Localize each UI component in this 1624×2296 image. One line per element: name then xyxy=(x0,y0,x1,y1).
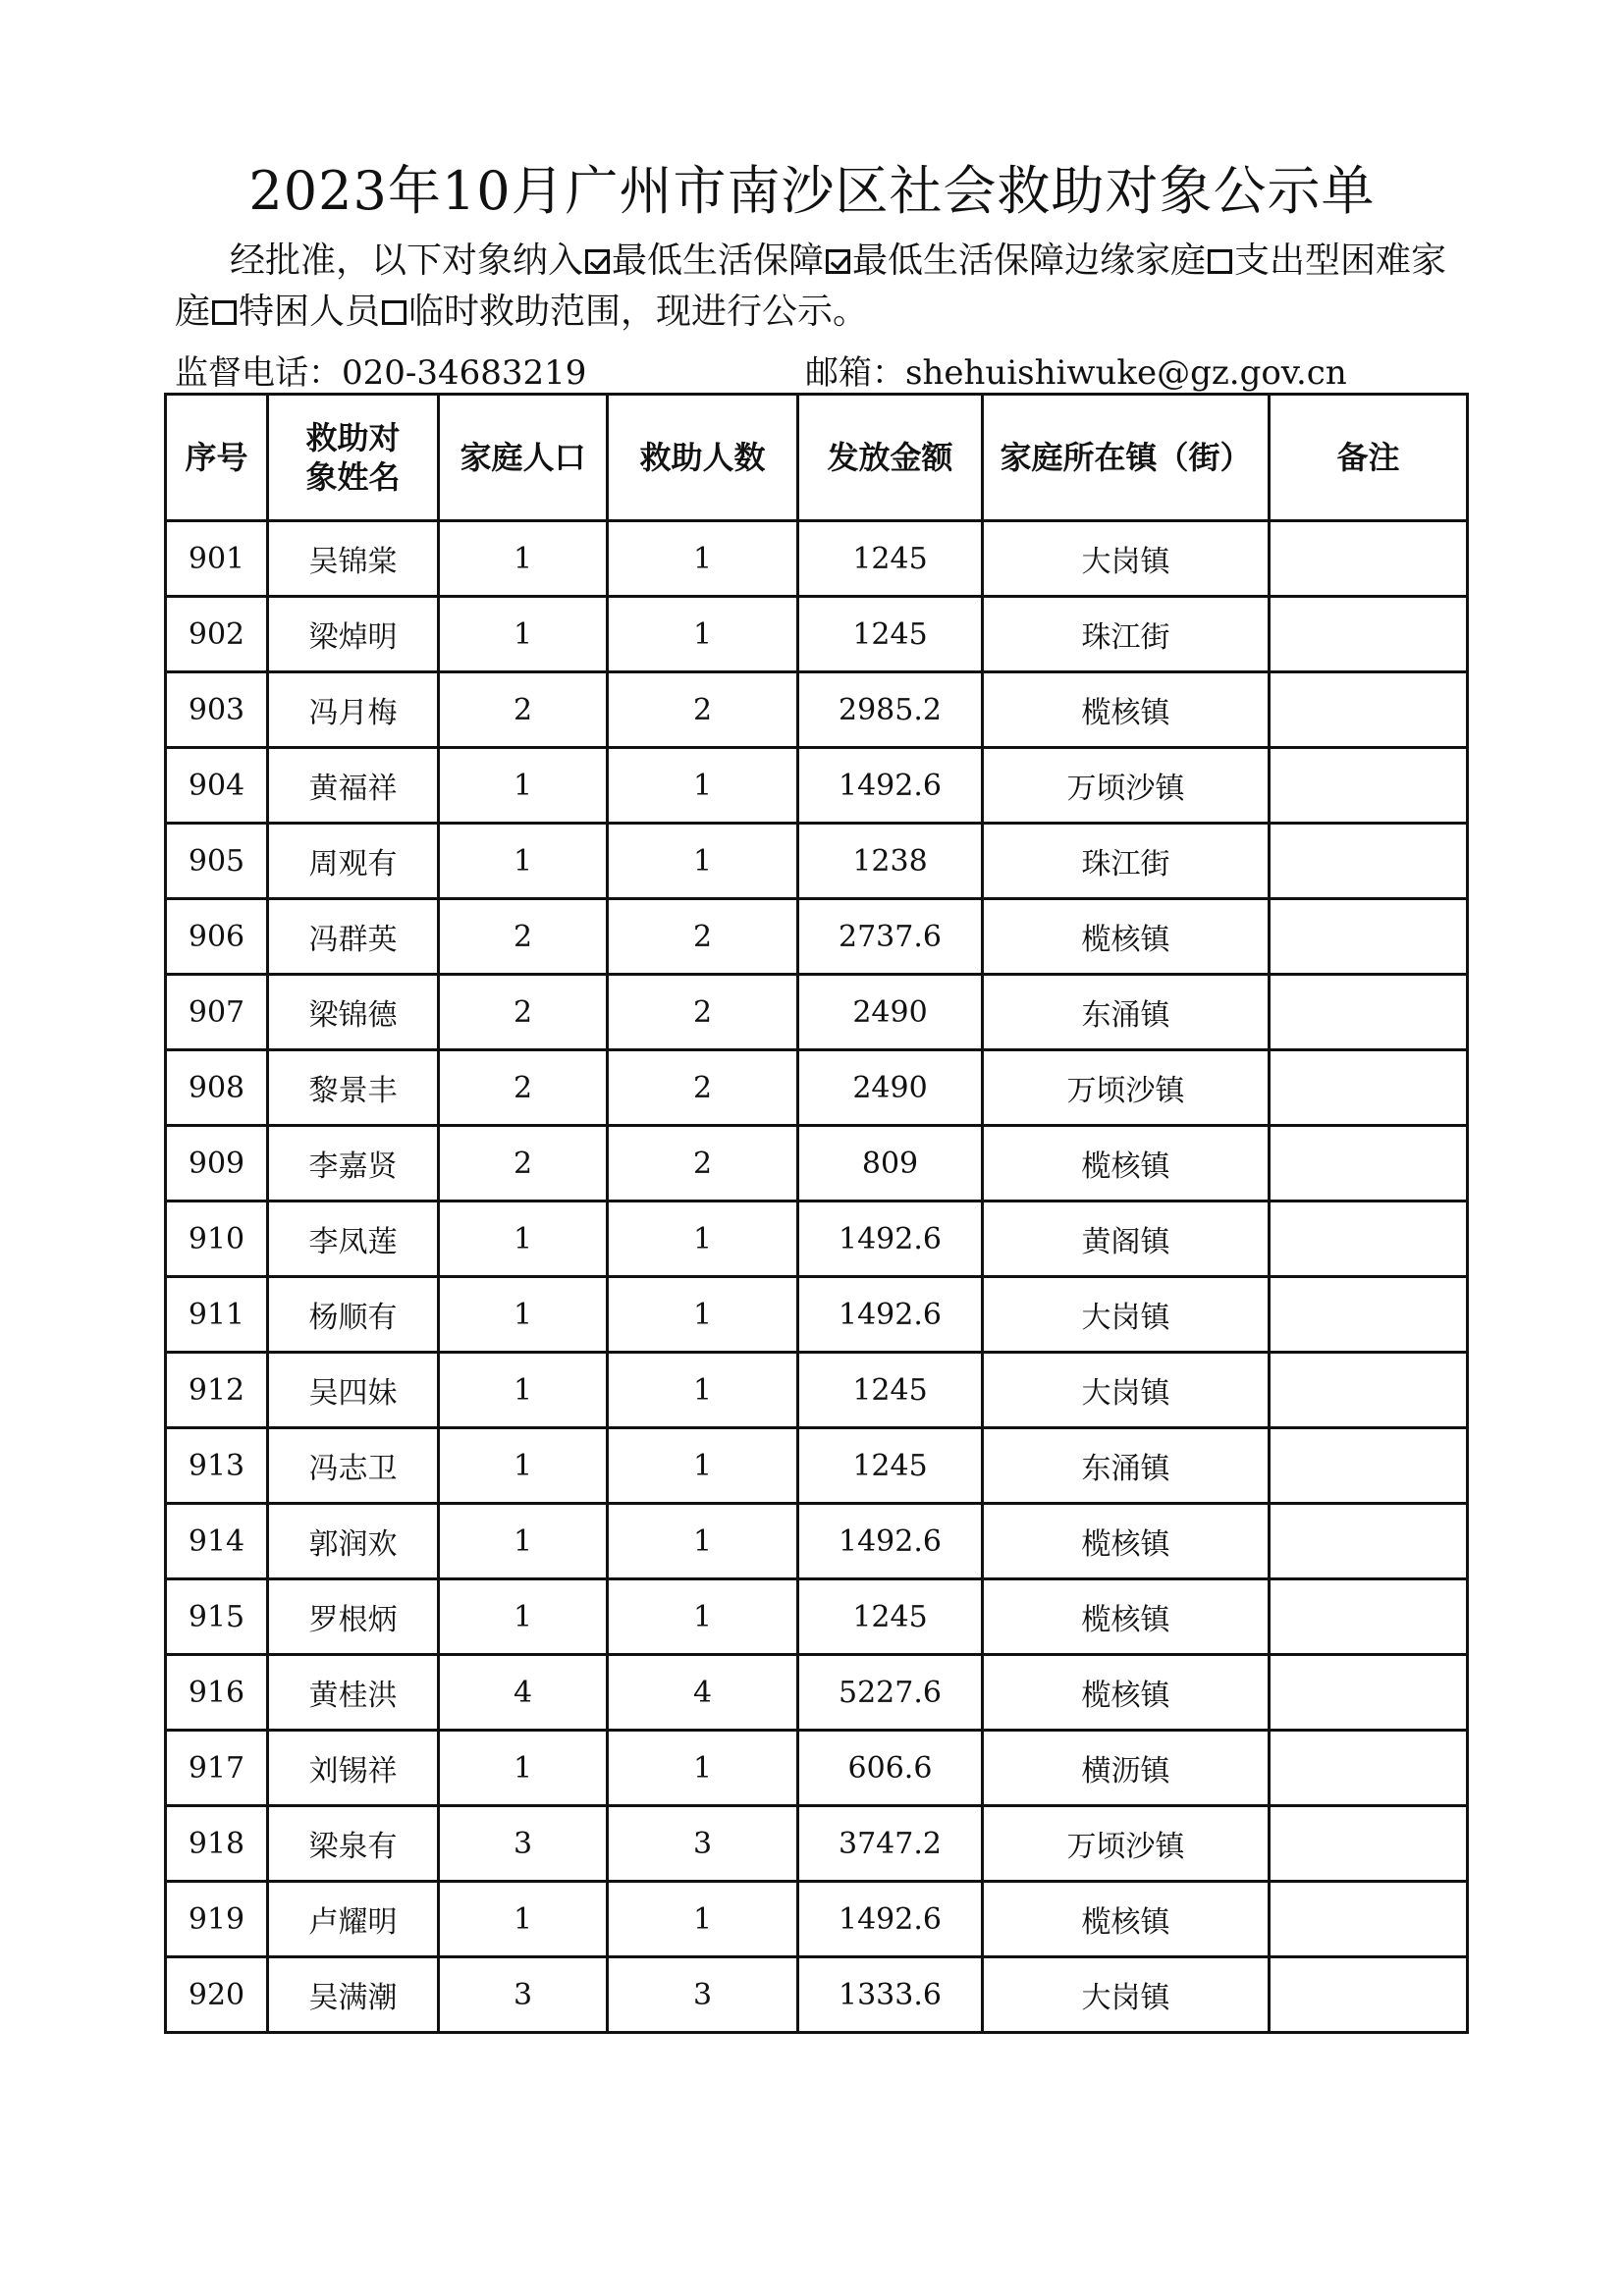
table-row xyxy=(166,1353,1468,1428)
town-cell: 大岗镇 xyxy=(983,521,1270,597)
header-household-size: 家庭人口 xyxy=(439,395,608,521)
town-cell: 榄核镇 xyxy=(983,1882,1270,1957)
household-size-cell: 1 xyxy=(439,521,608,597)
amount-cell: 1238 xyxy=(798,824,983,899)
option-expenditure-difficulty-family: 支出型困难家庭 xyxy=(175,240,1447,332)
intro-text-end: 范围，现进行公示。 xyxy=(550,292,869,332)
town-cell: 大岗镇 xyxy=(983,1277,1270,1353)
remarks-cell xyxy=(1270,748,1468,824)
household-size-cell: 2 xyxy=(439,899,608,975)
name-cell: 黄福祥 xyxy=(268,748,439,824)
town-cell: 珠江街 xyxy=(983,824,1270,899)
name-cell: 梁焯明 xyxy=(268,597,439,672)
serial-cell: 903 xyxy=(166,672,268,748)
household-size-cell: 3 xyxy=(439,1957,608,2033)
name-cell: 冯月梅 xyxy=(268,672,439,748)
name-cell: 吴满潮 xyxy=(268,1957,439,2033)
assisted-count-cell: 1 xyxy=(608,1731,798,1806)
amount-cell: 1492.6 xyxy=(798,1504,983,1579)
remarks-cell xyxy=(1270,824,1468,899)
town-cell: 榄核镇 xyxy=(983,1579,1270,1655)
table-row xyxy=(166,899,1468,975)
remarks-cell xyxy=(1270,1428,1468,1504)
name-cell: 刘锡祥 xyxy=(268,1731,439,1806)
remarks-cell xyxy=(1270,1579,1468,1655)
table-row xyxy=(166,597,1468,672)
unchecked-box-icon xyxy=(212,300,237,325)
amount-cell: 2490 xyxy=(798,975,983,1050)
assisted-count-cell: 1 xyxy=(608,521,798,597)
town-cell: 东涌镇 xyxy=(983,1428,1270,1504)
serial-cell: 902 xyxy=(166,597,268,672)
amount-cell: 1245 xyxy=(798,521,983,597)
unchecked-box-icon xyxy=(1208,249,1232,274)
town-cell: 榄核镇 xyxy=(983,1126,1270,1201)
remarks-cell xyxy=(1270,1353,1468,1428)
amount-cell: 1245 xyxy=(798,1353,983,1428)
serial-cell: 910 xyxy=(166,1201,268,1277)
table-row xyxy=(166,1806,1468,1882)
remarks-cell xyxy=(1270,1504,1468,1579)
household-size-cell: 2 xyxy=(439,1050,608,1126)
amount-cell: 1492.6 xyxy=(798,1277,983,1353)
town-cell: 万顷沙镇 xyxy=(983,1806,1270,1882)
table-row xyxy=(166,748,1468,824)
remarks-cell xyxy=(1270,1050,1468,1126)
contact-email: 邮箱：shehuishiwuke@gz.gov.cn xyxy=(805,353,1347,393)
serial-cell: 920 xyxy=(166,1957,268,2033)
table-row xyxy=(166,672,1468,748)
serial-cell: 911 xyxy=(166,1277,268,1353)
amount-cell: 5227.6 xyxy=(798,1655,983,1731)
assisted-count-cell: 1 xyxy=(608,824,798,899)
remarks-cell xyxy=(1270,1882,1468,1957)
assisted-count-cell: 3 xyxy=(608,1957,798,2033)
town-cell: 万顷沙镇 xyxy=(983,748,1270,824)
assisted-count-cell: 1 xyxy=(608,1428,798,1504)
town-cell: 榄核镇 xyxy=(983,899,1270,975)
intro-text-start: 经批准，以下对象纳入 xyxy=(230,240,584,281)
remarks-cell xyxy=(1270,1731,1468,1806)
name-cell: 李凤莲 xyxy=(268,1201,439,1277)
household-size-cell: 2 xyxy=(439,672,608,748)
household-size-cell: 1 xyxy=(439,1201,608,1277)
serial-cell: 912 xyxy=(166,1353,268,1428)
table-row xyxy=(166,1957,1468,2033)
town-cell: 大岗镇 xyxy=(983,1353,1270,1428)
remarks-cell xyxy=(1270,521,1468,597)
table-row xyxy=(166,1882,1468,1957)
table-row xyxy=(166,1579,1468,1655)
name-cell: 吴四妹 xyxy=(268,1353,439,1428)
remarks-cell xyxy=(1270,1957,1468,2033)
header-serial: 序号 xyxy=(166,395,268,521)
household-size-cell: 2 xyxy=(439,1126,608,1201)
table-row xyxy=(166,1428,1468,1504)
amount-cell: 2985.2 xyxy=(798,672,983,748)
serial-cell: 908 xyxy=(166,1050,268,1126)
town-cell: 横沥镇 xyxy=(983,1731,1270,1806)
serial-cell: 914 xyxy=(166,1504,268,1579)
table-row xyxy=(166,1277,1468,1353)
assisted-count-cell: 2 xyxy=(608,899,798,975)
assisted-count-cell: 1 xyxy=(608,1504,798,1579)
town-cell: 大岗镇 xyxy=(983,1957,1270,2033)
town-cell: 黄阁镇 xyxy=(983,1201,1270,1277)
header-remarks: 备注 xyxy=(1270,395,1468,521)
checked-box-icon xyxy=(826,249,850,274)
household-size-cell: 1 xyxy=(439,1277,608,1353)
header-assisted-count: 救助人数 xyxy=(608,395,798,521)
intro-paragraph xyxy=(175,236,1471,338)
header-town: 家庭所在镇（街） xyxy=(983,395,1270,521)
table-header-row xyxy=(166,395,1468,521)
household-size-cell: 1 xyxy=(439,1579,608,1655)
serial-cell: 917 xyxy=(166,1731,268,1806)
household-size-cell: 1 xyxy=(439,1882,608,1957)
serial-cell: 919 xyxy=(166,1882,268,1957)
town-cell: 万顷沙镇 xyxy=(983,1050,1270,1126)
remarks-cell xyxy=(1270,975,1468,1050)
amount-cell: 606.6 xyxy=(798,1731,983,1806)
remarks-cell xyxy=(1270,1655,1468,1731)
remarks-cell xyxy=(1270,672,1468,748)
amount-cell: 1245 xyxy=(798,1579,983,1655)
amount-cell: 809 xyxy=(798,1126,983,1201)
header-name-text: 救助对象姓名 xyxy=(305,419,401,496)
name-cell: 李嘉贤 xyxy=(268,1126,439,1201)
town-cell: 珠江街 xyxy=(983,597,1270,672)
table-row xyxy=(166,824,1468,899)
assisted-count-cell: 1 xyxy=(608,1579,798,1655)
assisted-count-cell: 3 xyxy=(608,1806,798,1882)
name-cell: 冯志卫 xyxy=(268,1428,439,1504)
supervision-phone: 监督电话：020-34683219 xyxy=(175,353,587,393)
serial-cell: 906 xyxy=(166,899,268,975)
amount-cell: 1492.6 xyxy=(798,748,983,824)
table-row xyxy=(166,975,1468,1050)
option-minimum-living-security: 最低生活保障 xyxy=(612,240,825,281)
amount-cell: 2737.6 xyxy=(798,899,983,975)
name-cell: 周观有 xyxy=(268,824,439,899)
serial-cell: 907 xyxy=(166,975,268,1050)
household-size-cell: 4 xyxy=(439,1655,608,1731)
household-size-cell: 1 xyxy=(439,748,608,824)
header-name xyxy=(268,395,439,521)
remarks-cell xyxy=(1270,1806,1468,1882)
amount-cell: 1333.6 xyxy=(798,1957,983,2033)
assisted-count-cell: 2 xyxy=(608,1050,798,1126)
table-row xyxy=(166,1731,1468,1806)
amount-cell: 1492.6 xyxy=(798,1201,983,1277)
name-cell: 杨顺有 xyxy=(268,1277,439,1353)
option-special-hardship: 特困人员 xyxy=(239,292,381,332)
assisted-count-cell: 1 xyxy=(608,1277,798,1353)
assisted-count-cell: 1 xyxy=(608,597,798,672)
table-row xyxy=(166,1126,1468,1201)
name-cell: 吴锦棠 xyxy=(268,521,439,597)
unchecked-box-icon xyxy=(382,300,406,325)
amount-cell: 2490 xyxy=(798,1050,983,1126)
household-size-cell: 1 xyxy=(439,597,608,672)
household-size-cell: 1 xyxy=(439,1353,608,1428)
remarks-cell xyxy=(1270,1126,1468,1201)
amount-cell: 3747.2 xyxy=(798,1806,983,1882)
remarks-cell xyxy=(1270,1277,1468,1353)
serial-cell: 916 xyxy=(166,1655,268,1731)
name-cell: 黎景丰 xyxy=(268,1050,439,1126)
name-cell: 黄桂洪 xyxy=(268,1655,439,1731)
name-cell: 梁锦德 xyxy=(268,975,439,1050)
header-amount: 发放金额 xyxy=(798,395,983,521)
amount-cell: 1245 xyxy=(798,597,983,672)
town-cell: 榄核镇 xyxy=(983,1655,1270,1731)
town-cell: 榄核镇 xyxy=(983,1504,1270,1579)
assisted-count-cell: 1 xyxy=(608,1201,798,1277)
remarks-cell xyxy=(1270,1201,1468,1277)
amount-cell: 1492.6 xyxy=(798,1882,983,1957)
remarks-cell xyxy=(1270,899,1468,975)
serial-cell: 905 xyxy=(166,824,268,899)
serial-cell: 915 xyxy=(166,1579,268,1655)
assisted-count-cell: 1 xyxy=(608,1353,798,1428)
page-title: 2023年10月广州市南沙区社会救助对象公示单 xyxy=(248,160,1376,222)
assisted-count-cell: 2 xyxy=(608,672,798,748)
table-row xyxy=(166,1201,1468,1277)
amount-cell: 1245 xyxy=(798,1428,983,1504)
table-row xyxy=(166,1050,1468,1126)
assisted-count-cell: 1 xyxy=(608,748,798,824)
option-marginal-family: 最低生活保障边缘家庭 xyxy=(852,240,1207,281)
name-cell: 郭润欢 xyxy=(268,1504,439,1579)
assisted-count-cell: 1 xyxy=(608,1882,798,1957)
assisted-count-cell: 4 xyxy=(608,1655,798,1731)
household-size-cell: 3 xyxy=(439,1806,608,1882)
town-cell: 榄核镇 xyxy=(983,672,1270,748)
household-size-cell: 2 xyxy=(439,975,608,1050)
serial-cell: 904 xyxy=(166,748,268,824)
name-cell: 冯群英 xyxy=(268,899,439,975)
table-row xyxy=(166,1504,1468,1579)
option-temporary-assistance: 临时救助 xyxy=(408,292,551,332)
assisted-count-cell: 2 xyxy=(608,1126,798,1201)
name-cell: 罗根炳 xyxy=(268,1579,439,1655)
assistance-table xyxy=(164,393,1469,2034)
checked-box-icon xyxy=(585,249,610,274)
name-cell: 卢耀明 xyxy=(268,1882,439,1957)
serial-cell: 901 xyxy=(166,521,268,597)
table-row xyxy=(166,521,1468,597)
household-size-cell: 1 xyxy=(439,1731,608,1806)
contact-line xyxy=(175,346,1471,393)
household-size-cell: 1 xyxy=(439,824,608,899)
town-cell: 东涌镇 xyxy=(983,975,1270,1050)
assisted-count-cell: 2 xyxy=(608,975,798,1050)
table-body xyxy=(166,521,1468,2033)
serial-cell: 913 xyxy=(166,1428,268,1504)
household-size-cell: 1 xyxy=(439,1428,608,1504)
serial-cell: 909 xyxy=(166,1126,268,1201)
household-size-cell: 1 xyxy=(439,1504,608,1579)
remarks-cell xyxy=(1270,597,1468,672)
table-row xyxy=(166,1655,1468,1731)
serial-cell: 918 xyxy=(166,1806,268,1882)
name-cell: 梁泉有 xyxy=(268,1806,439,1882)
